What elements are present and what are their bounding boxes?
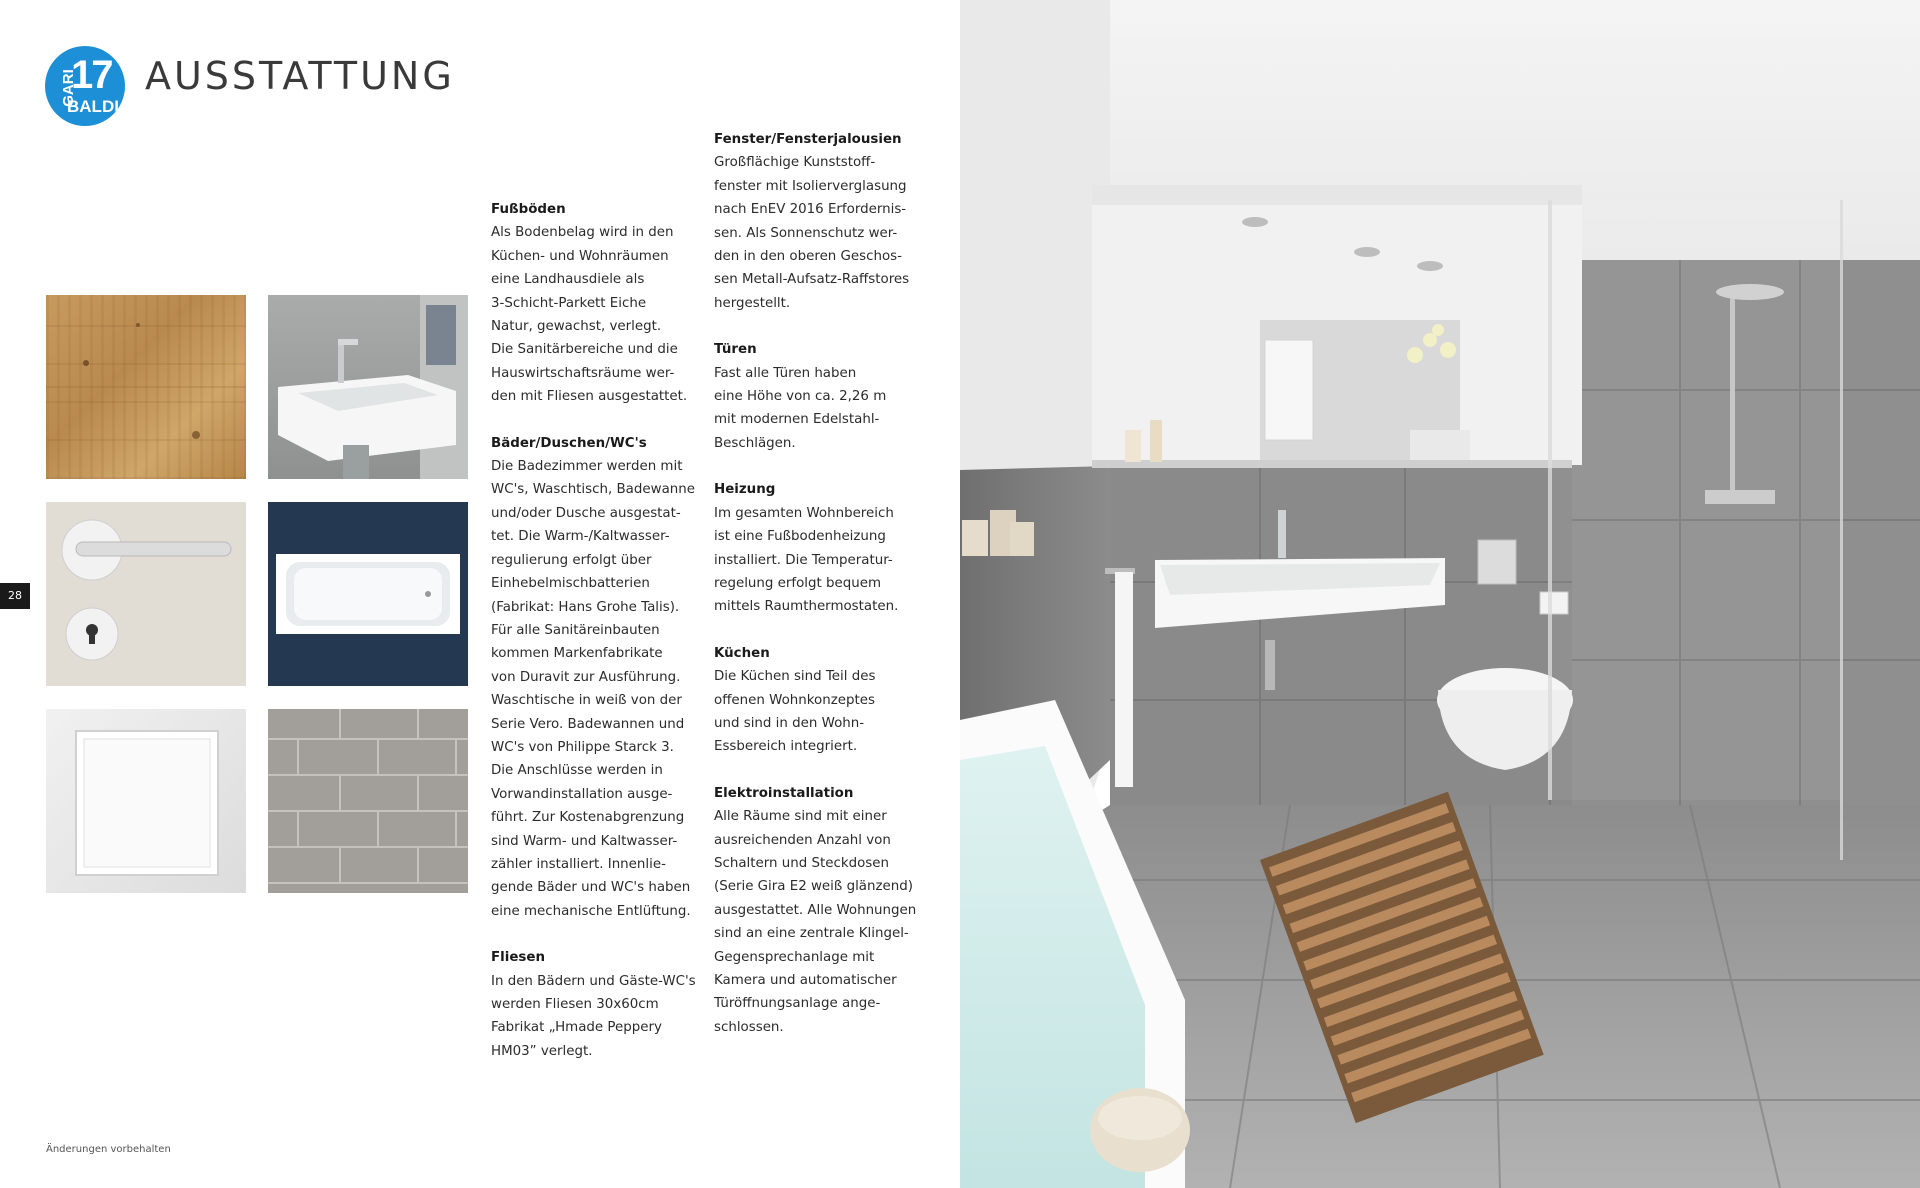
section-heading: Bäder/Duschen/WC's [491, 435, 647, 451]
wash-basin-image [268, 295, 468, 479]
section-text: Alle Räume sind mit einer ausreichenden Anzahl von Schaltern und Steckdosen (Serie Gira E2 weiß glänzend) ausgestattet. Alle Wohnungen sind an eine zentrale Klingel- Gegensprechanlage mit Kamera und automatischer Türöffnungsanlage ange- schlossen. [714, 809, 917, 1035]
section-text: Großflächige Kunststoff- fenster mit Isolierverglasung nach EnEV 2016 Erfordernis- sen. Als Sonnenschutz wer- den in den oberen Geschos- sen Metall-Aufsatz-Raffstores hergestellt. [714, 155, 910, 311]
text-column-left [491, 198, 696, 1086]
footer-note: Änderungen vorbehalten [46, 1144, 171, 1155]
section-heading: Fliesen [491, 950, 545, 966]
section-fliesen [491, 946, 696, 1063]
section-text: Als Bodenbelag wird in den Küchen- und Wohnräumen eine Landhausdiele als 3-Schicht-Parkett Eiche Natur, gewachst, verlegt. Die Sanitärbereiche und die Hauswirtschaftsräume wer- den mit Fliesen ausgestattet. [491, 225, 688, 405]
section-fussboeden [491, 198, 696, 409]
section-heading: Fenster/Fensterjalousien [714, 132, 902, 147]
garibaldi-logo [45, 46, 125, 126]
section-tueren [714, 338, 919, 455]
section-heading: Elektroinstallation [714, 785, 854, 801]
door-handle-image [46, 502, 246, 686]
logo-baldi: BALDI [67, 97, 119, 116]
section-heading: Heizung [714, 482, 776, 498]
light-switch-image [46, 709, 246, 893]
text-column-right [714, 128, 919, 1062]
section-text: Die Badezimmer werden mit WC's, Waschtisch, Badewanne und/oder Dusche ausgestat- tet. Die Warm-/Kaltwasser- regulierung erfolgt über Einhebelmischbatterien (Fabrikat: Hans Grohe Talis). Für alle Sanitäreinbauten kommen Markenfabrikate von Duravit zur Ausführung. Waschtische in weiß von der Serie Vero. Badewannen und WC's von Philippe Starck 3. Die Anschlüsse werden in Vorwandinstallation ausge- führt. Zur Kostenabgrenzung sind Warm- und Kaltwasser- zähler installiert. Innenlie- gende Bäder und WC's haben eine mechanische Entlüftung. [491, 459, 695, 919]
section-baeder [491, 432, 696, 924]
bathroom-photo [960, 0, 1920, 1188]
section-heizung [714, 478, 919, 618]
section-kuechen [714, 642, 919, 759]
section-text: In den Bädern und Gäste-WC's werden Fliesen 30x60cm Fabrikat „Hmade Peppery HM03” verlegt. [491, 973, 696, 1059]
page-number: 28 [0, 583, 30, 609]
wood-floor-image [46, 295, 246, 479]
page-title: AUSSTATTUNG [145, 54, 455, 98]
logo-number: 17 [71, 53, 112, 97]
section-heading: Fußböden [491, 202, 566, 217]
section-text: Fast alle Türen haben eine Höhe von ca. 2,26 m mit modernen Edelstahl- Beschlägen. [714, 365, 887, 451]
bathtub-image [268, 502, 468, 686]
section-text: Im gesamten Wohnbereich ist eine Fußbodenheizung installiert. Die Temperatur- regelung erfolgt bequem mittels Raumthermostaten. [714, 505, 899, 615]
tiles-image [268, 709, 468, 893]
section-text: Die Küchen sind Teil des offenen Wohnkonzeptes und sind in den Wohn- Essbereich integriert. [714, 669, 876, 755]
logo-gari: GARI [60, 69, 77, 107]
section-heading: Türen [714, 342, 757, 358]
section-elektro [714, 782, 919, 1039]
section-fenster [714, 128, 919, 315]
section-heading: Küchen [714, 645, 770, 661]
